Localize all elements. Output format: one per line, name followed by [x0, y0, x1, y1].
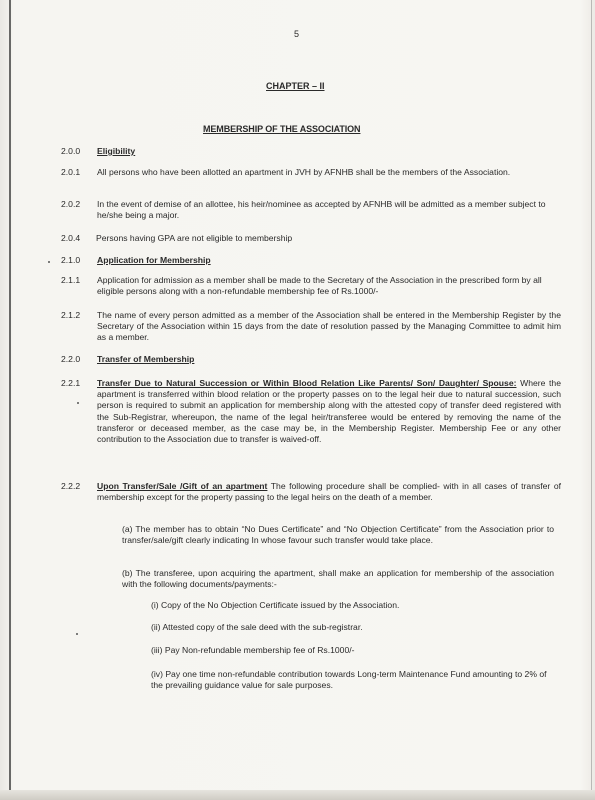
section-number: 2.1.1 [61, 275, 81, 285]
section-number: 2.2.0 [61, 354, 81, 364]
list-item: (iv) Pay one time non-refundable contribution towards Long-term Maintenance Fund amounting to 2% of the prevailing guidance value for sale purposes. [151, 669, 547, 691]
scan-speck [76, 633, 78, 635]
section-number: 2.0.1 [61, 167, 81, 177]
clause-2-2-1-text: Where the apartment is transferred within blood relation or the property passes on to the legal heir due to natural succession, such person is required to submit an application for membership along with the attested copy of transfer deed registered with the Sub-Registrar, whereupon, the name of the legal heir/transferee would be entered by removing the name of the transferor or deceased member, as the case may be, in the Membership Register. Membership Fee or any other contribution to the Association due to transfer is waived-off. [97, 378, 561, 445]
clause-2-0-2-text: In the event of demise of an allottee, his heir/nominee as accepted by AFNHB will be admitted as a member subject to he/she being a major. [97, 199, 546, 221]
section-number: 2.2.1 [61, 378, 81, 388]
clause-2-1-2-text: The name of every person admitted as a member of the Association shall be entered in the Membership Register by the Secretary of the Association within 15 days from the date of resolution passed by the Managing Committee to admit him as a member. [97, 310, 561, 343]
section-number: 2.0.2 [61, 199, 81, 209]
clause-2-0-1-text: All persons who have been allotted an apartment in JVH by AFNHB shall be the members of the Association. [97, 167, 511, 177]
scan-speck [77, 402, 79, 404]
section-number: 2.0.0 [61, 146, 81, 156]
clause-2-2-2-text: The following procedure shall be complied- with in all cases of transfer of membership except for the property passing to the legal heirs on the death of a member. [97, 481, 561, 503]
scan-speck [48, 261, 50, 263]
section-number: 2.2.2 [61, 481, 81, 491]
paragraph-b: (b) The transferee, upon acquiring the apartment, shall make an application for membership of the association with the following documents/payments:- [122, 568, 554, 590]
list-item: (iii) Pay Non-refundable membership fee of Rs.1000/- [151, 645, 355, 655]
clause-2-1-1-text: Application for admission as a member shall be made to the Secretary of the Association in the prescribed form by all eligible persons along with a non-refundable membership fee of Rs.1000/- [97, 275, 542, 297]
chapter-heading: CHAPTER – II [266, 81, 325, 91]
clause-2-0-4-text: Persons having GPA are not eligible to membership [96, 233, 293, 243]
section-number: 2.1.2 [61, 310, 81, 320]
paragraph-a: (a) The member has to obtain “No Dues Certificate” and “No Objection Certificate” from the Association prior to transfer/sale/gift clearly indicating In whose favour such transfer would take place. [122, 524, 554, 546]
page-bottom-edge [0, 790, 595, 800]
eligibility-heading: Eligibility [97, 146, 136, 156]
clause-2-2-1 [97, 378, 561, 445]
clause-2-2-2-heading: Upon Transfer/Sale /Gift of an apartment [97, 481, 268, 491]
clause-2-2-1-heading: Transfer Due to Natural Succession or Within Blood Relation Like Parents/ Son/ Daughter/ Spouse: [97, 378, 517, 388]
section-number: 2.0.4 [61, 233, 81, 243]
list-item: (i) Copy of the No Objection Certificate issued by the Association. [151, 600, 400, 610]
transfer-heading: Transfer of Membership [97, 354, 195, 364]
application-heading: Application for Membership [97, 255, 211, 265]
page-left-edge [9, 0, 11, 800]
page-right-edge [591, 0, 592, 800]
page-number: 5 [294, 29, 300, 39]
section-number: 2.1.0 [61, 255, 81, 265]
list-item: (ii) Attested copy of the sale deed with the sub-registrar. [151, 622, 363, 632]
clause-2-2-2 [97, 481, 561, 503]
section-title: MEMBERSHIP OF THE ASSOCIATION [203, 124, 361, 134]
